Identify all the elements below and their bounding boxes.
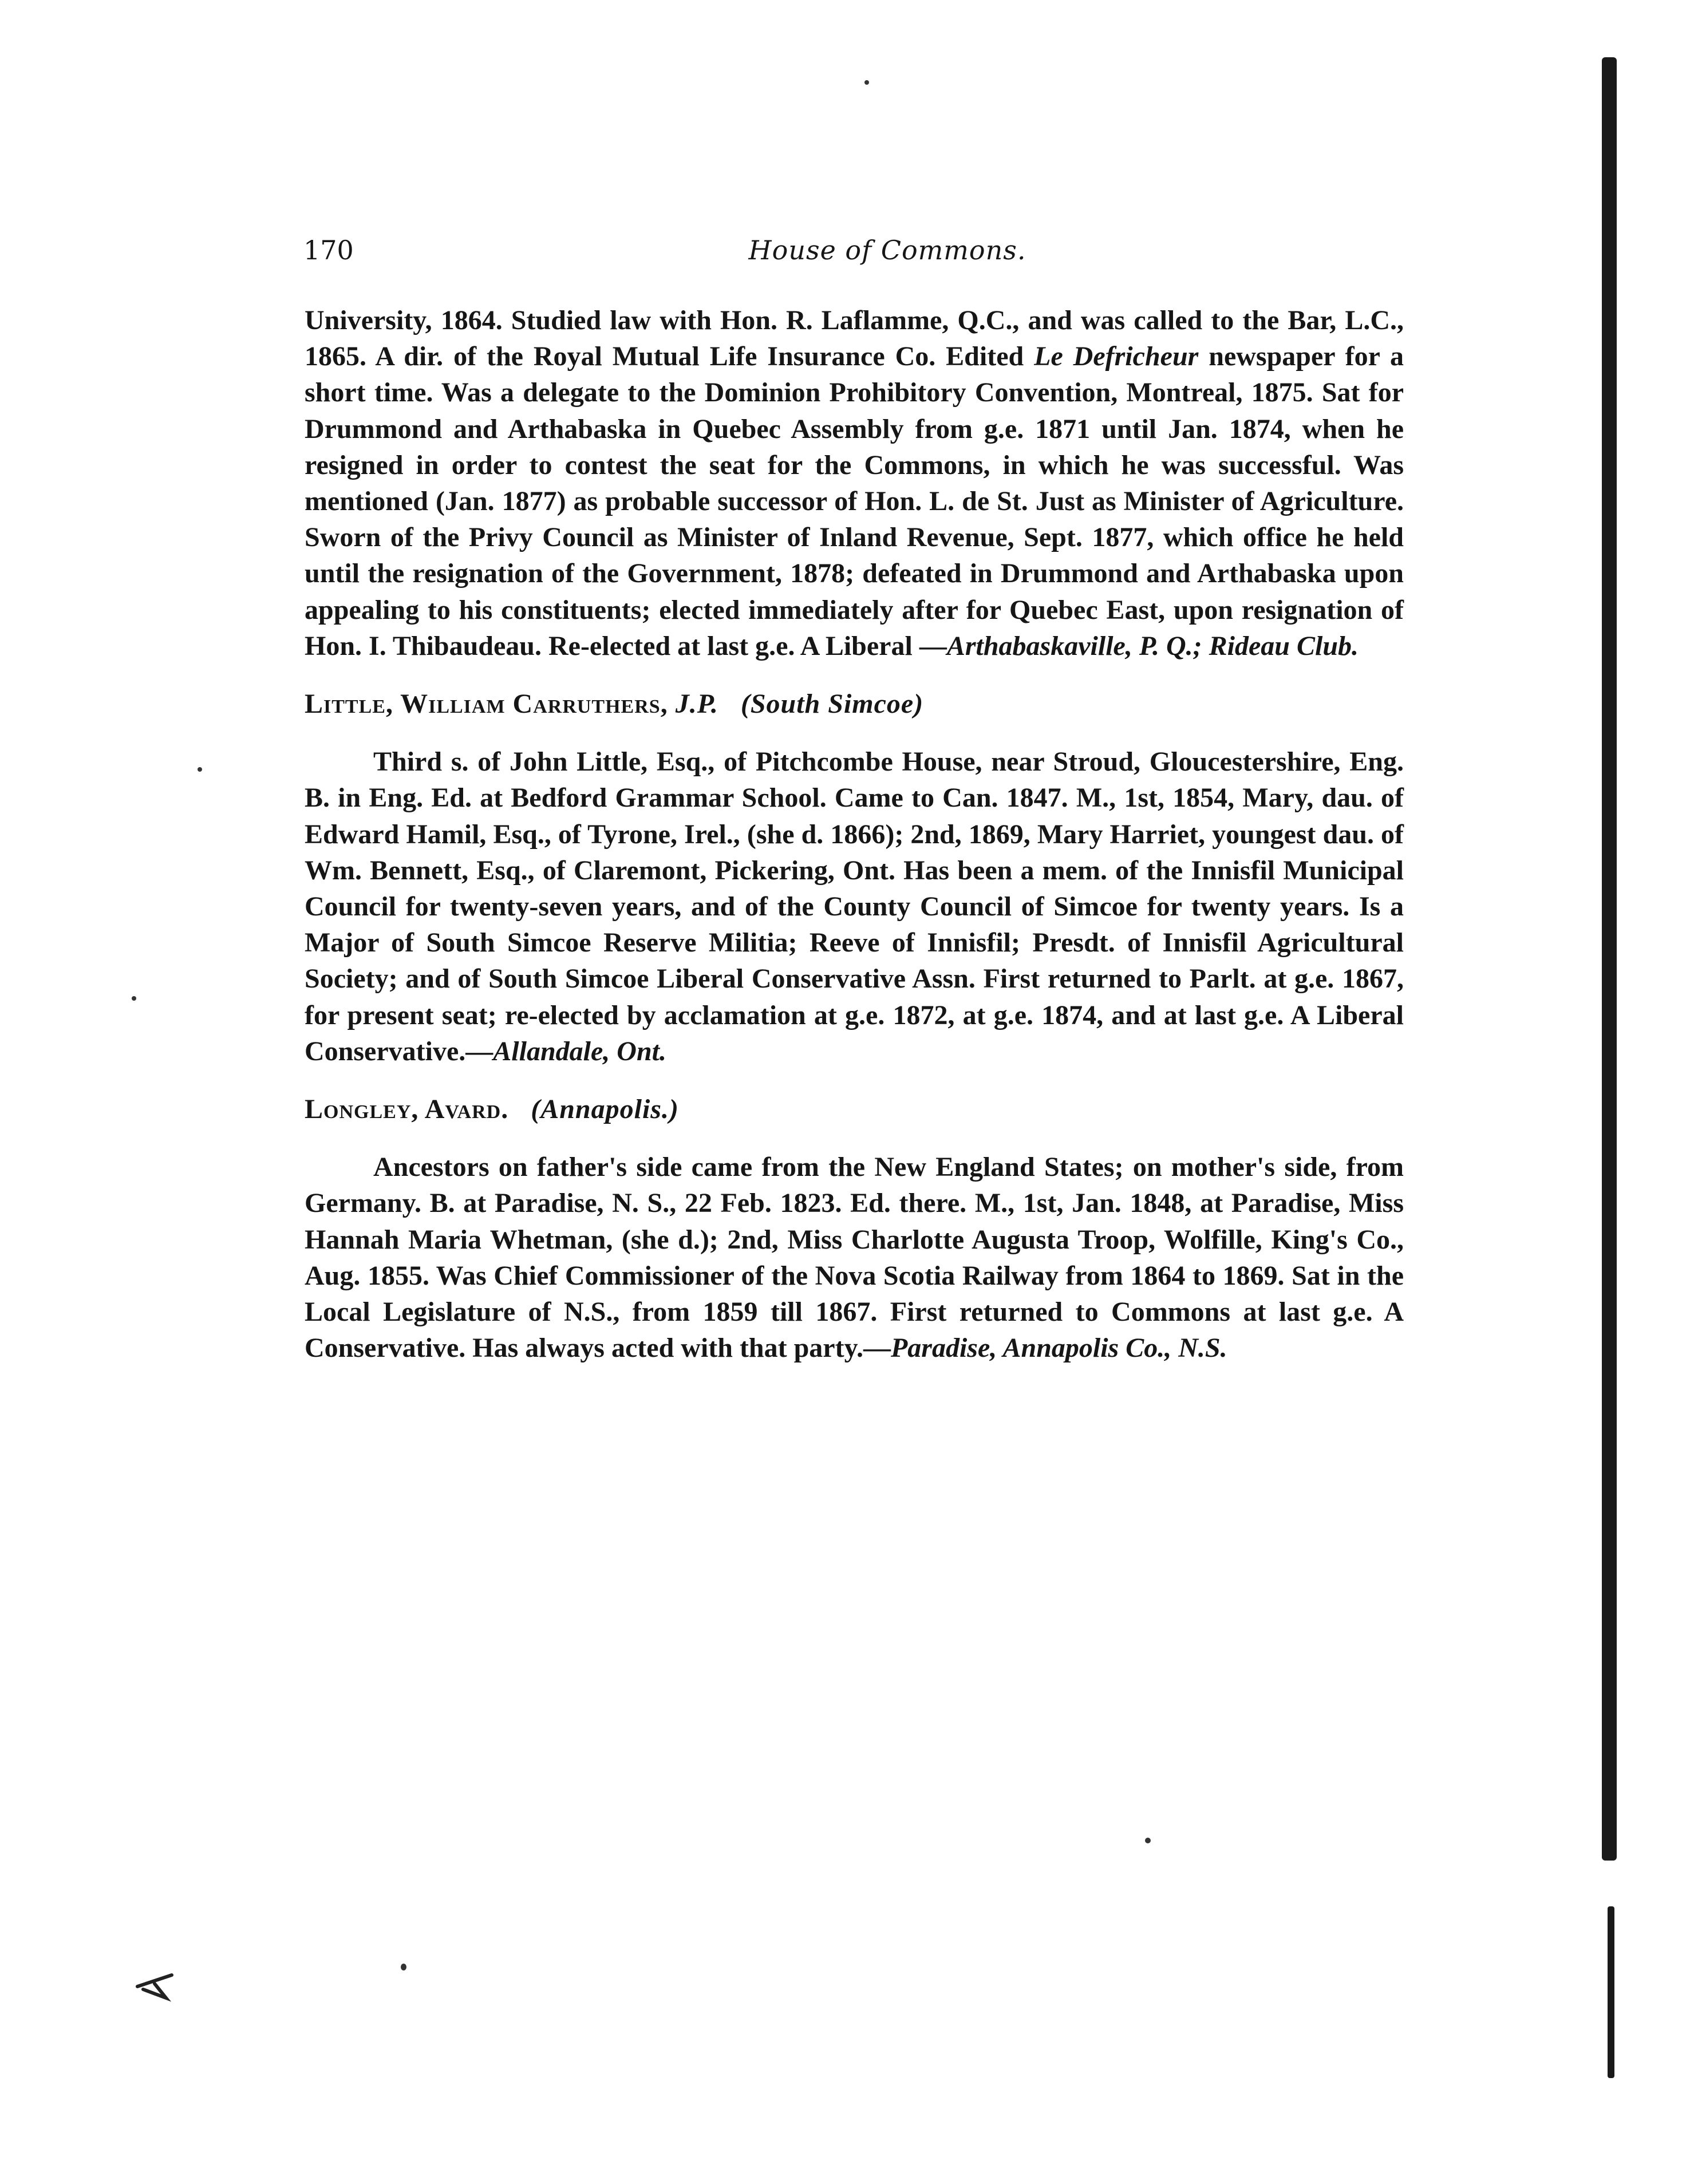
binding-edge	[1602, 57, 1617, 1861]
scan-speck	[198, 767, 202, 772]
bio-text: Ancestors on father's side came from the New England States; on mother's side, from Germany. B. at Paradise, N. S., 22 Feb. 1823. Ed. there. M., 1st, Jan. 1848, at Paradise, Miss Hannah Maria Whetman, (she d.); 2nd, Miss Charlotte Augusta Troop, Wolfille, King's Co., Aug. 1855. Was Chief Commissioner of the Nova Scotia Railway from 1864 to 1869. Sat in the Local Legislature of N.S., from 1859 till 1867. First returned to Commons at last g.e. A Conservative. Has always acted with that party.—	[305, 1152, 1411, 1364]
continued-text-1: University, 1864. Studied law with Hon. R. Laflamme, Q.C., and was called to the Bar, L.C., 1865. A dir. of the Royal Mutual Life Insurance Co. Edited	[305, 305, 1411, 372]
scan-speck	[401, 1964, 406, 1970]
body-text	[305, 302, 1411, 1366]
binding-edge-lower	[1608, 1906, 1614, 2078]
continued-entry	[305, 302, 1411, 664]
page-number: 170	[303, 235, 354, 266]
running-head: House of Commons.	[748, 235, 1026, 266]
member-name: Little, William Carruthers,	[305, 689, 668, 720]
entry-bio-longley	[305, 1149, 1411, 1366]
page-header	[303, 235, 1403, 281]
continued-text-2: newspaper for a short time. Was a delegate to the Dominion Prohibitory Convention, Montreal, 1875. Sat for Drummond and Arthabaska in Quebec Assembly from g.e. 1871 until Jan. 1874, when he resigned in order to contest the seat for the Commons, in which he was successful. Was mentioned (Jan. 1877) as probable successor of Hon. L. de St. Just as Minister of Agriculture. Sworn of the Privy Council as Minister of Inland Revenue, Sept. 1877, which office he held until the resignation of the Government, 1878; defeated in Drummond and Arthabaska upon appealing to his constituents; elected immediately after for Quebec East, upon resignation of Hon. I. Thibaudeau. Re-elected at last g.e. A Liberal —	[305, 341, 1411, 661]
newspaper-title: Le Defricheur	[1034, 341, 1199, 372]
bio-address: Allandale, Ont.	[493, 1036, 666, 1067]
bio-address: Paradise, Annapolis Co., N.S.	[890, 1333, 1227, 1364]
scan-speck	[1145, 1838, 1151, 1843]
margin-pencil-mark	[132, 1964, 200, 2004]
member-riding: (Annapolis.)	[531, 1094, 679, 1125]
scan-speck	[864, 80, 869, 85]
scan-speck	[132, 996, 136, 1001]
entry-heading-little	[305, 686, 1404, 722]
bio-text: Third s. of John Little, Esq., of Pitchcombe House, near Stroud, Gloucestershire, Eng. B. in Eng. Ed. at Bedford Grammar School. Came to Can. 1847. M., 1st, 1854, Mary, dau. of Edward Hamil, Esq., of Tyrone, Irel., (she d. 1866); 2nd, 1869, Mary Harriet, youngest dau. of Wm. Bennett, Esq., of Claremont, Pickering, Ont. Has been a mem. of the Innisfil Municipal Council for twenty-seven years, and of the County Council of Simcoe for twenty years. Is a Major of South Simcoe Reserve Militia; Reeve of Innisfil; Presdt. of Innisfil Agricultural Society; and of South Simcoe Liberal Conservative Assn. First returned to Parlt. at g.e. 1867, for present seat; re-elected by acclamation at g.e. 1872, at g.e. 1874, and at last g.e. A Liberal Conservative.—	[305, 747, 1411, 1067]
member-riding: (South Simcoe)	[740, 689, 924, 720]
entry-heading-longley	[305, 1091, 1404, 1127]
member-name: Longley, Avard.	[305, 1094, 509, 1125]
entry-bio-little	[305, 744, 1411, 1069]
continued-address: Arthabaskaville, P. Q.; Rideau Club.	[946, 630, 1359, 661]
member-title: J.P.	[675, 689, 718, 720]
